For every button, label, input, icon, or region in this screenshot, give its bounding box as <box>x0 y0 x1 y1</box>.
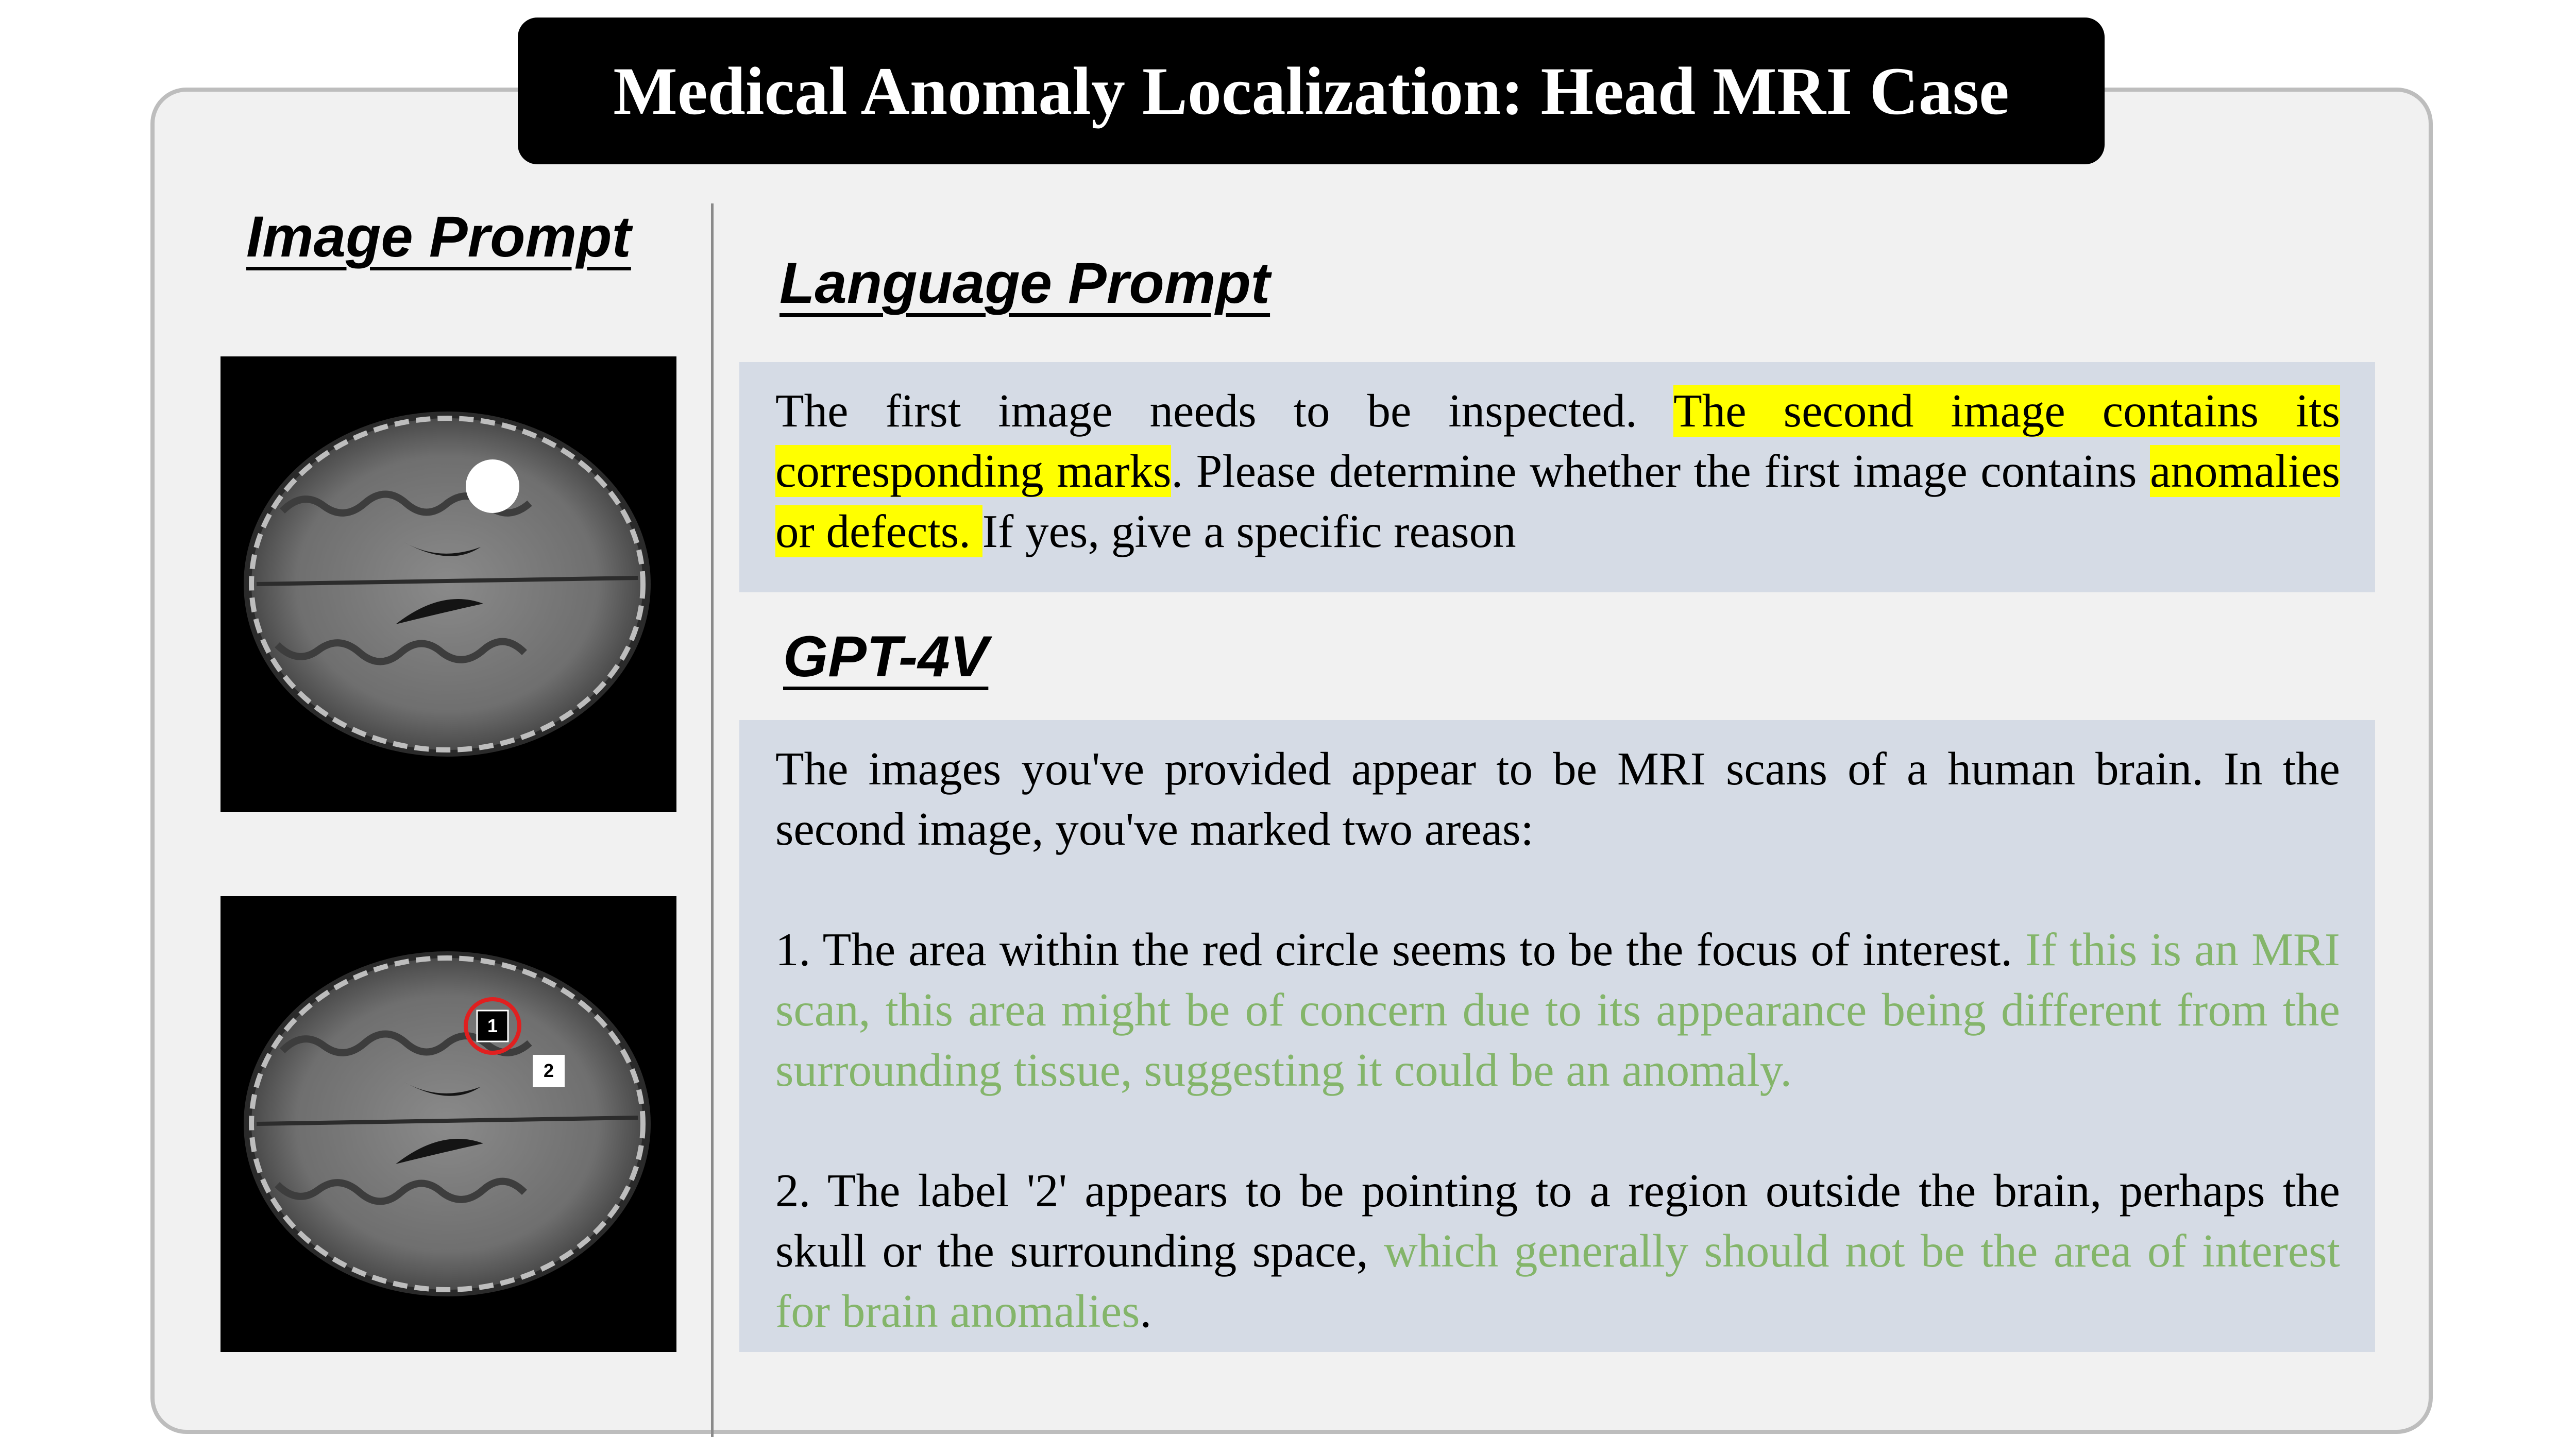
brain-scan-2 <box>221 896 676 1352</box>
brain-scan-1 <box>221 356 676 812</box>
prompt-segment: If yes, give a specific reason <box>982 505 1516 557</box>
response-intro: The images you've provided appear to be MRI scans of a human brain. In the second image, you've marked two areas: <box>775 743 2340 855</box>
item-2-green: which generally should not be the area of interest for brain anomalies <box>775 1225 2340 1337</box>
column-divider <box>711 203 714 1437</box>
item-2-end: . <box>1140 1285 1152 1337</box>
image-prompt-heading: Image Prompt <box>246 204 631 269</box>
item-1-plain: 1. The area within the red circle seems to be the focus of interest. <box>775 923 2026 976</box>
gpt4v-heading: GPT-4V <box>783 624 989 689</box>
prompt-segment: . Please determine whether the first image contains <box>1171 445 2150 497</box>
mri-image-original <box>221 356 676 812</box>
title-banner <box>518 18 2105 164</box>
prompt-segment: The first image needs to be inspected. <box>775 385 1674 437</box>
gpt4v-response-box <box>739 720 2375 1352</box>
item-1-green: If this is an MRI scan, this area might be of concern due to its appearance being different from the surrounding tissue, suggesting it could be an anomaly. <box>775 923 2340 1096</box>
mark-2-label: 2 <box>543 1060 554 1081</box>
language-prompt-heading: Language Prompt <box>779 251 1270 315</box>
item-2-plain: 2. The label '2' appears to be pointing to a region outside the brain, perhaps the skull or the surrounding space, <box>775 1165 2340 1277</box>
response-item-2 <box>775 1160 2340 1341</box>
prompt-highlight: The second image contains its corresponding marks <box>775 385 2341 497</box>
mri-image-marked <box>221 896 676 1352</box>
page-title: Medical Anomaly Localization: Head MRI Case <box>613 53 2009 129</box>
language-prompt-box <box>739 362 2375 592</box>
response-item-1 <box>775 919 2340 1100</box>
language-prompt-text <box>775 381 2340 561</box>
prompt-highlight: anomalies or defects. <box>775 445 2340 557</box>
mark-1-label: 1 <box>487 1015 498 1036</box>
